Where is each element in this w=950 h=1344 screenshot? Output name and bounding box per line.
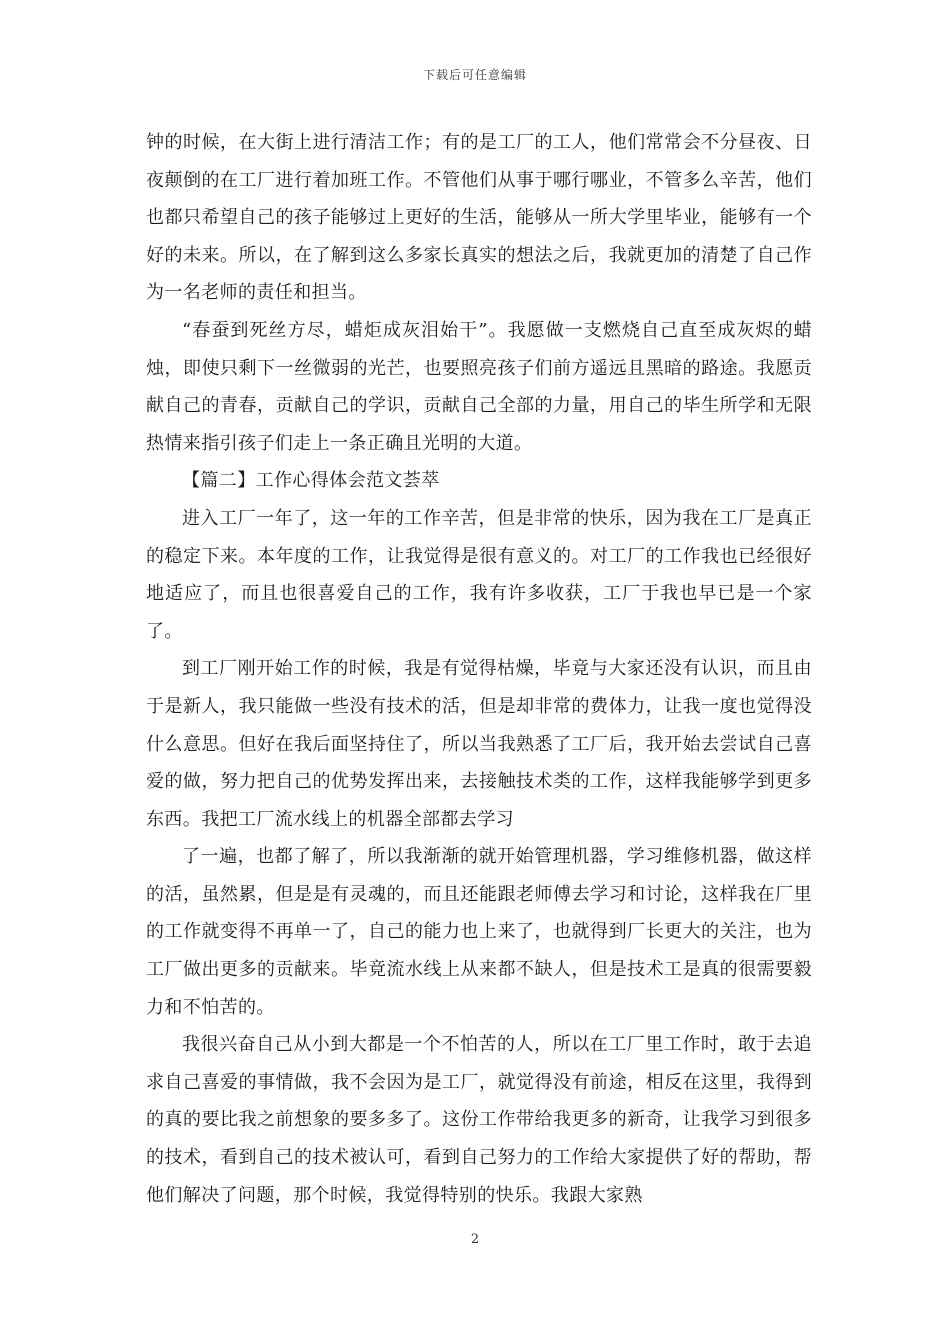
paragraph-3: 进入工厂一年了，这一年的工作辛苦，但是非常的快乐，因为我在工厂是真正的稳定下来。本年度的工作，让我觉得是很有意义的。对工厂的工作我也已经很好地适应了，而且也很喜爱自己的工作，我有许多收获，工厂于我也早已是一个家了。: [146, 507, 812, 642]
paragraph-1: 钟的时候，在大街上进行清洁工作；有的是工厂的工人，他们常常会不分昼夜、日夜颠倒的在工厂进行着加班工作。不管他们从事于哪行哪业，不管多么辛苦，他们也都只希望自己的孩子能够过上更好的生活，能够从一所大学里毕业，能够有一个好的未来。所以，在了解到这么多家长真实的想法之后，我就更加的清楚了自己作为一名老师的责任和担当。: [146, 132, 812, 304]
section-heading: 【篇二】工作心得体会范文荟萃: [182, 470, 440, 492]
page-header: 下载后可任意编辑: [422, 68, 527, 82]
paragraph-2: “春蚕到死丝方尽，蜡炬成灰泪始干”。我愿做一支燃烧自己直至成灰烬的蜡烛，即使只剩下一丝微弱的光芒，也要照亮孩子们前方遥远且黑暗的路途。我愿贡献自己的青春，贡献自己的学识，贡献自己全部的力量，用自己的毕生所学和无限热情来指引孩子们走上一条正确且光明的大道。: [146, 319, 812, 454]
document-body: [146, 124, 812, 1214]
paragraph-6: 我很兴奋自己从小到大都是一个不怕苦的人，所以在工厂里工作时，敢于去追求自己喜爱的事情做，我不会因为是工厂，就觉得没有前途，相反在这里，我得到的真的要比我之前想象的要多多了。这份工作带给我更多的新奇，让我学习到很多的技术，看到自己的技术被认可，看到自己努力的工作给大家提供了好的帮助，帮他们解决了问题，那个时候，我觉得特别的快乐。我跟大家熟: [146, 1034, 812, 1206]
page-number: 2: [470, 1232, 480, 1247]
paragraph-5: 了一遍，也都了解了，所以我渐渐的就开始管理机器，学习维修机器，做这样的活，虽然累，但是是有灵魂的，而且还能跟老师傅去学习和讨论，这样我在厂里的工作就变得不再单一了，自己的能力也上来了，也就得到厂长更大的关注，也为工厂做出更多的贡献来。毕竟流水线上从来都不缺人，但是技术工是真的很需要毅力和不怕苦的。: [146, 846, 812, 1018]
paragraph-4: 到工厂刚开始工作的时候，我是有觉得枯燥，毕竟与大家还没有认识，而且由于是新人，我只能做一些没有技术的活，但是却非常的费体力，让我一度也觉得没什么意思。但好在我后面坚持住了，所以当我熟悉了工厂后，我开始去尝试自己喜爱的做，努力把自己的优势发挥出来，去接触技术类的工作，这样我能够学到更多东西。我把工厂流水线上的机器全部都去学习: [146, 658, 812, 830]
